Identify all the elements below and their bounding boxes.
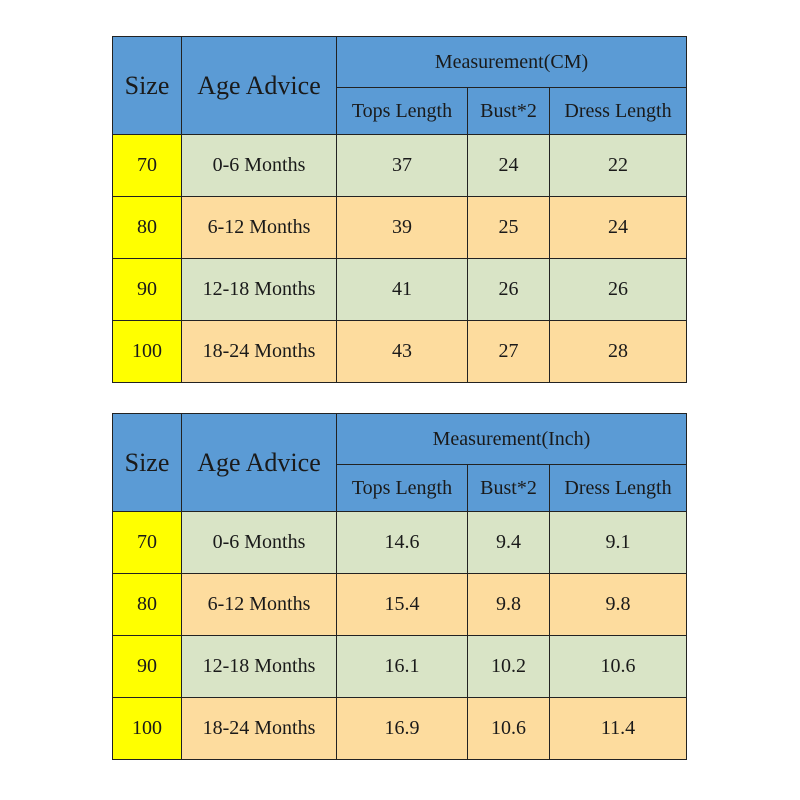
bust-cell: 24 (468, 135, 550, 197)
tops-cell: 39 (337, 197, 468, 259)
age-cell: 12-18 Months (182, 259, 337, 321)
bust-cell: 10.6 (468, 698, 550, 760)
measurement-header: Measurement(Inch) (337, 414, 687, 465)
age-cell: 0-6 Months (182, 512, 337, 574)
dress-cell: 11.4 (550, 698, 687, 760)
age-cell: 18-24 Months (182, 698, 337, 760)
size-header: Size (113, 37, 182, 135)
table-row (113, 197, 687, 259)
dress-cell: 28 (550, 321, 687, 383)
size-cell: 90 (113, 636, 182, 698)
dress-cell: 10.6 (550, 636, 687, 698)
age-advice-header: Age Advice (182, 414, 337, 512)
size-header: Size (113, 414, 182, 512)
bust-header: Bust*2 (468, 465, 550, 512)
age-cell: 12-18 Months (182, 636, 337, 698)
measurement-header: Measurement(CM) (337, 37, 687, 88)
tops-cell: 37 (337, 135, 468, 197)
age-advice-header: Age Advice (182, 37, 337, 135)
table-row (113, 636, 687, 698)
age-cell: 18-24 Months (182, 321, 337, 383)
bust-cell: 9.8 (468, 574, 550, 636)
bust-header: Bust*2 (468, 88, 550, 135)
age-cell: 6-12 Months (182, 574, 337, 636)
table-row (113, 321, 687, 383)
size-cell: 70 (113, 135, 182, 197)
size-cell: 70 (113, 512, 182, 574)
size-chart-cm (112, 36, 687, 383)
table-row (113, 135, 687, 197)
tops-cell: 41 (337, 259, 468, 321)
tops-cell: 16.9 (337, 698, 468, 760)
size-cell: 80 (113, 574, 182, 636)
bust-cell: 25 (468, 197, 550, 259)
tops-cell: 15.4 (337, 574, 468, 636)
age-cell: 6-12 Months (182, 197, 337, 259)
header-row (113, 414, 687, 465)
dress-cell: 24 (550, 197, 687, 259)
bust-cell: 9.4 (468, 512, 550, 574)
size-cell: 80 (113, 197, 182, 259)
table-row (113, 574, 687, 636)
bust-cell: 10.2 (468, 636, 550, 698)
dress-cell: 9.1 (550, 512, 687, 574)
tops-cell: 14.6 (337, 512, 468, 574)
size-chart-inch (112, 413, 687, 760)
age-cell: 0-6 Months (182, 135, 337, 197)
bust-cell: 26 (468, 259, 550, 321)
dress-cell: 22 (550, 135, 687, 197)
dress-length-header: Dress Length (550, 88, 687, 135)
size-cell: 100 (113, 698, 182, 760)
table-row (113, 512, 687, 574)
dress-cell: 26 (550, 259, 687, 321)
header-row (113, 37, 687, 88)
tops-cell: 43 (337, 321, 468, 383)
tops-cell: 16.1 (337, 636, 468, 698)
size-cell: 90 (113, 259, 182, 321)
bust-cell: 27 (468, 321, 550, 383)
table-row (113, 698, 687, 760)
dress-cell: 9.8 (550, 574, 687, 636)
tops-length-header: Tops Length (337, 465, 468, 512)
dress-length-header: Dress Length (550, 465, 687, 512)
table-row (113, 259, 687, 321)
size-cell: 100 (113, 321, 182, 383)
tops-length-header: Tops Length (337, 88, 468, 135)
